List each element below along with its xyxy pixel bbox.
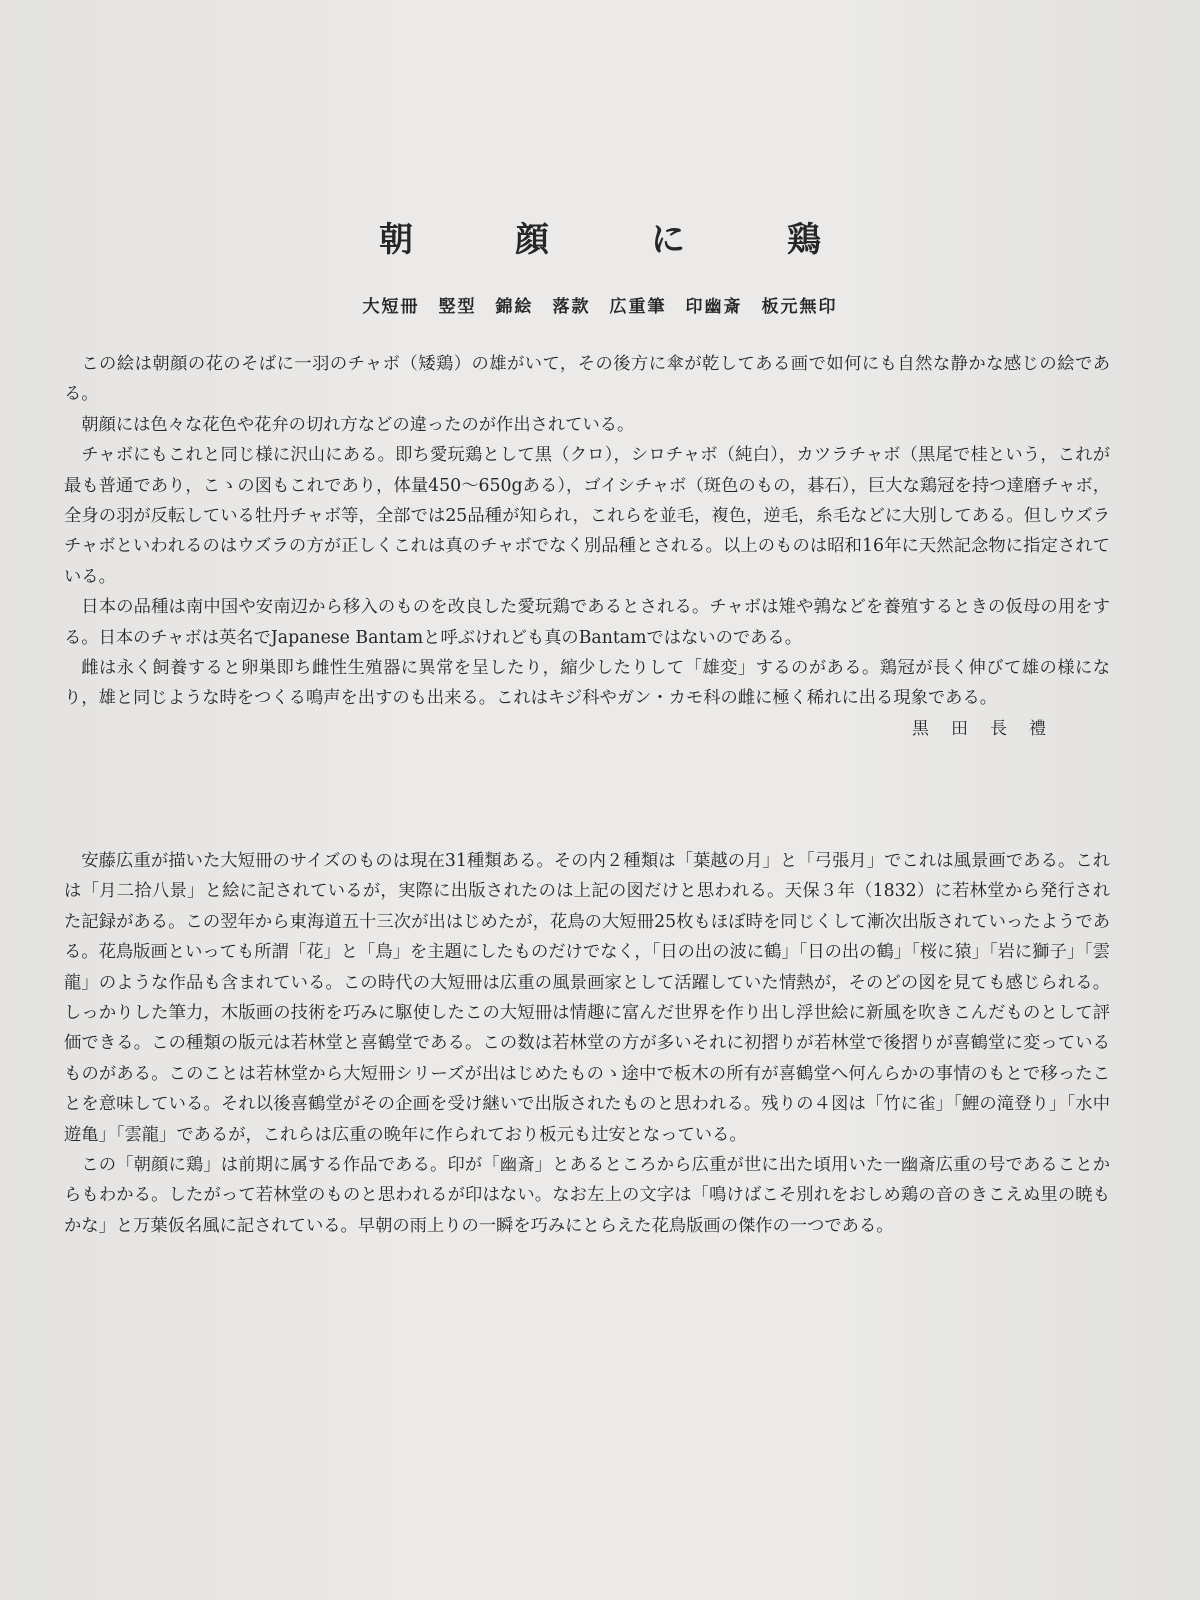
- author-signature: 黒田長禮: [912, 718, 1068, 739]
- art-history-section: [64, 846, 1110, 1241]
- page-title: 朝 顔 に 鶏: [379, 220, 855, 260]
- paragraph: 朝顔には色々な花色や花弁の切れ方などの違ったのが作出されている。: [81, 414, 635, 435]
- paragraph: チャボにもこれと同じ様に沢山にある。即ち愛玩鶏として黒（クロ），シロチャボ（純白），カツラチャボ（黒尾で桂という，これが最も普通であり，こゝの図もこれであり，体量450〜650gある），ゴイシチャボ（斑色のもの，碁石），巨大な鶏冠を持つ達磨チャボ，全身の羽が反転している牡丹チャボ等，全部では25品種が知られ，これらを並毛，複色，逆毛，糸毛などに大別してある。但しウズラチャボといわれるのはウズラの方が正しくこれは真のチャボでなく別品種とされる。以上のものは昭和16年に天然記念物に指定されている。: [64, 445, 1110, 587]
- paragraph: 日本の品種は南中国や安南辺から移入のものを改良した愛玩鶏であるとされる。チャボは雉や鶉などを養殖するときの仮母の用をする。日本のチャボは英名でJapanese Bantamと呼ぶけれども真のBantamではないのである。: [64, 597, 1110, 648]
- paragraph: この「朝顔に鶏」は前期に属する作品である。印が「幽斎」とあるところから広重が世に出た頃用いた一幽斎広重の号であることからもわかる。したがって若林堂のものと思われるが印はない。なお左上の文字は「鳴けばこそ別れをおしめ鶏の音のきこえぬ里の暁もかな」と万葉仮名風に記されている。早朝の雨上りの一瞬を巧みにとらえた花鳥版画の傑作の一つである。: [64, 1155, 1110, 1236]
- paragraph: 雌は永く飼養すると卵巣即ち雌性生殖器に異常を呈したり，縮少したりして「雄変」するのがある。鶏冠が長く伸びて雄の様になり，雄と同じような時をつくる鳴声を出すのも出来る。これはキジ科やガン・カモ科の雌に極く稀れに出る現象である。: [64, 658, 1110, 709]
- print-specifications: 大短冊 竪型 錦絵 落款 広重筆 印幽斎 板元無印: [362, 297, 838, 317]
- paragraph: この絵は朝顔の花のそばに一羽のチャボ（矮鶏）の雄がいて，その後方に傘が乾してある画で如何にも自然な静かな感じの絵である。: [64, 354, 1110, 405]
- commentary-section: [64, 349, 1110, 744]
- paragraph: 安藤広重が描いた大短冊のサイズのものは現在31種類ある。その内２種類は「葉越の月」と「弓張月」でこれは風景画である。これは「月二拾八景」と絵に記されているが，実際に出版されたのは上記の図だけと思われる。天保３年（1832）に若林堂から発行された記録がある。この翌年から東海道五十三次が出はじめたが，花鳥の大短冊25枚もほぼ時を同じくして漸次出版されていったようである。花鳥版画といっても所謂「花」と「鳥」を主題にしたものだけでなく，「日の出の波に鶴」「日の出の鶴」「桜に猿」「岩に獅子」「雲龍」のような作品も含まれている。この時代の大短冊は広重の風景画家として活躍していた情熱が，そのどの図を見ても感じられる。しっかりした筆力，木版画の技術を巧みに駆使したこの大短冊は情趣に富んだ世界を作り出し浮世絵に新風を吹きこんだものとして評価できる。この種類の版元は若林堂と喜鶴堂である。この数は若林堂の方が多いそれに初摺りが若林堂で後摺りが喜鶴堂に変っているものがある。このことは若林堂から大短冊シリーズが出はじめたものゝ途中で板木の所有が喜鶴堂へ何んらかの事情のもとで移ったことを意味している。それ以後喜鶴堂がその企画を受け継いで出版されたものと思われる。残りの４図は「竹に雀」「鯉の滝登り」「水中遊亀」「雲龍」であるが，これらは広重の晩年に作られており板元も辻安となっている。: [64, 851, 1110, 1145]
